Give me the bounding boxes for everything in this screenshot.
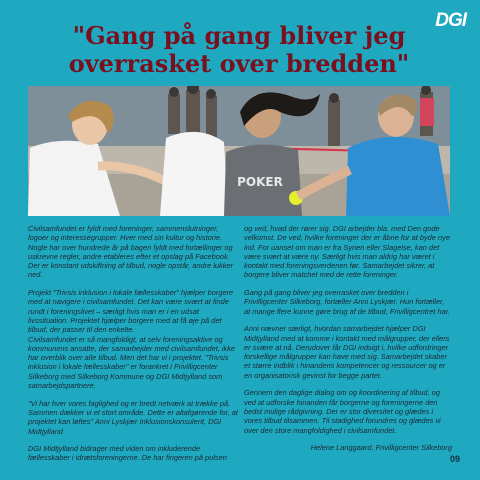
photo-illustration — [28, 86, 450, 216]
paragraph: Gang på gang bliver jeg overrasket over bredden i Frivilligcenter Silkeborg, fortæller Anni Lyskjær. Hun fortæller, at mange flere kunne gøre brug af de tilbud, Frivilligcentret har. — [244, 288, 450, 316]
article-title: "Gang på gang bliver jeg overrasket over bredden" — [68, 21, 410, 78]
author-signature: Helene Langgaard, Frivilligcenter Silkeborg — [310, 443, 452, 453]
article-photo — [28, 86, 450, 216]
paragraph: Gennem den daglige dialog om og koordinering af tilbud, og ved at udforske hinanden får borgerne og foreningerne den bedst mulige rådgivning. Der er stor diversitet og glædes i vores tilbud tilsammen. Til stadighed forundres og glædes vi over den store mangfoldighed i civilsamfundet. — [244, 388, 441, 435]
quote-paragraph: "Vi har hver vores faglighed og er bredt netværk at trække på. Sammen dækker vi et stort område. Dette er altafgørende for, at projektet kan løftes" Anni Lyskjær Inklusionskonsulent, DGI Midtjylland — [28, 398, 238, 436]
shirt-print: POKER — [237, 175, 283, 189]
dgi-logo: DGI — [435, 10, 466, 31]
right-text-column — [244, 224, 452, 461]
page-number: 09 — [449, 454, 460, 464]
paragraph: DGI Midtjylland bidrager med viden om inkluderende fællesskaber i idrætsforeningerne. De har fingeren på pulsen — [28, 444, 227, 463]
paragraph: Projekt "Trivsis inklusion i lokale fællesskaber" hjælper borgere med at navigere i civilsamfundet. Det kan være svært at finde rundt i foreningslivet – særligt hvis man er i en udsat livssituation. Projektet hjælper borgere med at få øje på det tilbud, der passer til den enkelte. Civilsamfundet er så mangfoldigt, at selv foreningsaktive og kommunens ansatte, der samarbejder med civilsamfundet, ikke har overblik over alle tilbud. Men det har vi i projektet. "Trivsis inklusion i lokale fællesskaber" er forankret i Frivilligcenter Silkeborg med Silkeborg Kommune og DGI Midtjylland som samarbejdspartnere. — [28, 288, 236, 391]
left-text-column — [28, 224, 238, 471]
paragraph: og ved, hvad der rører sig. DGI arbejder bla. med Den gode velkomst. De ved, hvilke foreninger der er åbne for at byde nye ind. For uanset om man er fra Syrien eller Slagelse, kan det være svært at være ny. Særligt hvis man aldrig har været i kontakt med foreningsverdenen før. Samarbejdet sikrer, at borgere bliver matchet med de rette foreninger. — [244, 224, 450, 280]
paragraph: Civilsamfundet er fyldt med foreninger, sammenslutninger, logoer og interessegrupper. Hver med sin kultur og historie. Nogle har over hundrede år på bagen fyldt med fortællinger og uskrevne regler, andre etableres efter et opslag på Facebook. Der er konstant udskiftning af tilbud, nogle opstår, andre lukker ned. — [28, 224, 234, 280]
paragraph: Anni nævner særligt, hvordan samarbejdet hjælper DGI Midtjylland med at komme i kontakt med målgrupper, der ellers er svære at nå. Derudover får DGI indsigt i, hvilke udfordringer forskellige målgrupper kan have med sig. Samarbejdet skaber et større indblik i hinandens kompetencer og ressourcer og er en organisatorisk gevinst for begge parter. — [244, 324, 450, 380]
